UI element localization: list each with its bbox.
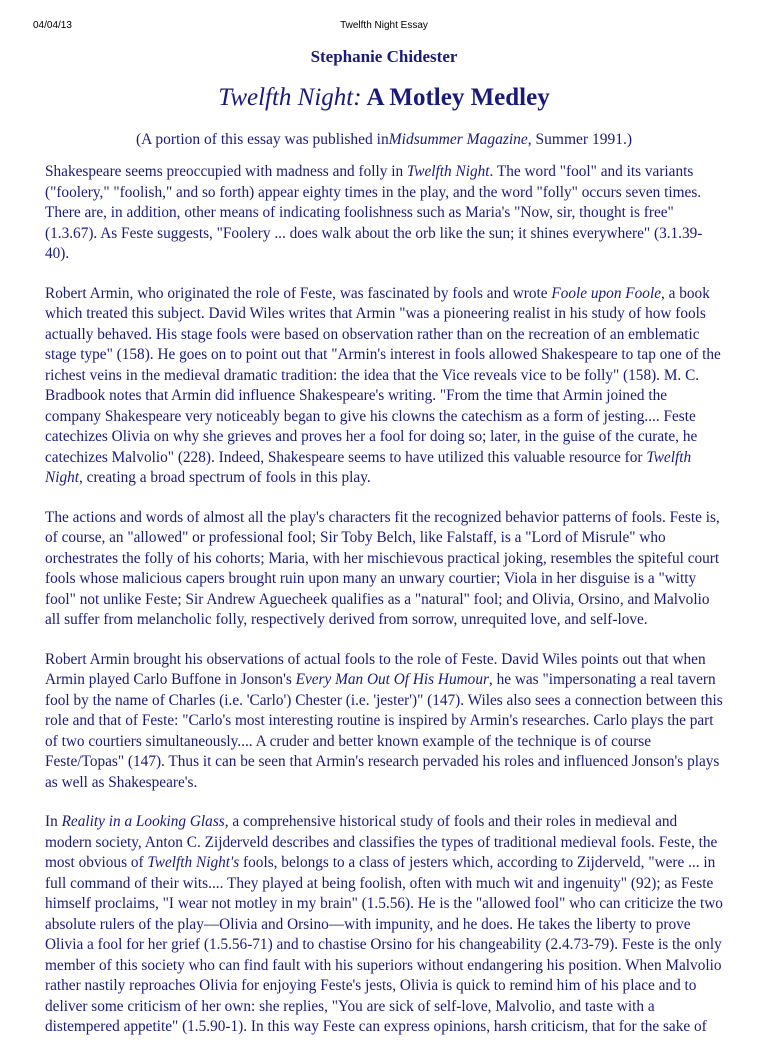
- text: The actions and words of almost all the play's characters fit the recognized behavior patterns of fools. Feste is, of course, an "allowed" or professional fool; Sir Toby Belch, like Falstaff, is a "Lord of Misrule" who orchestrates the folly of his cohorts; Maria, with her mischievous practical joking, resembles the spiteful court fools whose malicious capers brought ruin upon many an unwary courtier; Viola in her disguise is a "witty fool" not unlike Feste; Sir Andrew Aguecheek qualifies as a "natural" fool; and Olivia, Orsino, and Malvolio all suffer from melancholic folly, respectively derived from sorrow, unrequited love, and self-love.: [45, 508, 720, 628]
- text: . The word "fool" and its variants ("foolery," "foolish," and so forth) appear eighty times in the play, and the word "folly" occurs seven times. There are, in addition, other means of indicating foolishness such as Maria's "Now, sir, thought is free" (1.3.67). As Feste suggests, "Foolery ... does walk about the orb like the sun; it shines everywhere" (3.1.39-40).: [45, 163, 703, 262]
- text: , he was "impersonating a real tavern fool by the name of Charles (i.e. 'Carlo') Chester (i.e. 'jester')" (147). Wiles also sees a connection between this role and that of Feste: "Carlo's most interesting routine is inspired by Armin's researches. Carlo plays the part of two courtiers simultaneously.... A cruder and better known example of the technique is of course Feste/Topas" (147). Thus it can be seen that Armin's research pervaded his roles and influenced Jonson's plays as well as Shakespeare's.: [45, 671, 723, 791]
- paragraph-5: [45, 812, 723, 1038]
- note-publication: Midsummer Magazine: [388, 131, 528, 148]
- italic-title: Twelfth Night: [45, 448, 692, 486]
- author-name: Stephanie Chidester: [310, 47, 458, 66]
- publication-note: [0, 131, 768, 149]
- essay-body: [45, 162, 723, 1057]
- text: In: [45, 813, 62, 830]
- note-after: , Summer 1991.): [527, 131, 632, 148]
- italic-title: Every Man Out Of His Humour: [295, 671, 489, 688]
- print-header: [0, 20, 768, 34]
- print-page-title: Twelfth Night Essay: [340, 20, 428, 31]
- text: Robert Armin brought his observations of actual fools to the role of Feste. David Wiles points out that when Armin played Carlo Buffone in Jonson's: [45, 650, 706, 688]
- text: , creating a broad spectrum of fools in this play.: [79, 469, 371, 486]
- text: fools, belongs to a class of jesters which, according to Zijderveld, "were ... in full command of their wits.... They played at being foolish, often with much wit and ingenuity" (92); as Feste himself proclaims, "I wear not motley in my brain" (1.5.56). He is the "allowed fool" who can criticize the two absolute rulers of the play—Olivia and Orsino—with impunity, and he does. He takes the liberty to prove Olivia a fool for her grief (1.5.56-71) and to chastise Orsino for his changeability (2.4.73-79). Feste is the only member of this society who can find fault with his superiors without endangering his position. When Malvolio rather nastily reproaches Olivia for enjoying Feste's jests, Olivia is quick to remind him of his place and to deliver some criticism of her own: she replies, "You are sick of self-love, Malvolio, and taste with a distempered appetite" (1.5.90-1). In this way Feste can express opinions, harsh criticism, that for the sake of: [45, 854, 723, 1035]
- italic-title: Twelfth Night: [406, 163, 490, 180]
- paragraph-3: [45, 508, 723, 631]
- paragraph-1: [45, 162, 723, 265]
- italic-title: Reality in a Looking Glass: [61, 813, 225, 830]
- text: , a book which treated this subject. David Wiles writes that Armin "was a pioneering realist in his study of how fools actually behaved. His stage fools were based on observation rather than on the recreation of an emblematic stage type" (158). He goes on to point out that "Armin's interest in fools allowed Shakespeare to tap one of the richest veins in the medieval dramatic tradition: the idea that the Vice reveals vice to be folly" (158). M. C. Bradbook notes that Armin did influence Shakespeare's writing. "From the time that Armin joined the company Shakespeare very noticeably began to give his clowns the catechism as a form of jesting.... Feste catechizes Olivia on why she grieves and proves her a fool for doing so; later, in the guise of the curate, he catechizes Malvolio" (228). Indeed, Shakespeare seems to have utilized this valuable resource for: [45, 284, 721, 466]
- text: , a comprehensive historical study of fools and their roles in medieval and modern society, Anton C. Zijderveld describes and classifies the types of traditional medieval fools. Feste, the most obvious of: [45, 813, 718, 871]
- paragraph-4: [45, 650, 723, 794]
- italic-title: Foole upon Foole: [551, 284, 661, 302]
- essay-title: [0, 84, 768, 112]
- title-rest: A Motley Medley: [361, 84, 550, 111]
- print-date: 04/04/13: [33, 20, 72, 31]
- text: Robert Armin, who originated the role of Feste, was fascinated by fools and wrote: [45, 284, 552, 302]
- italic-title: Twelfth Night's: [147, 854, 240, 871]
- paragraph-2: [45, 284, 723, 489]
- title-italic: Twelfth Night:: [218, 84, 362, 111]
- text: Shakespeare seems preoccupied with madness and folly in: [45, 163, 407, 180]
- note-before: (A portion of this essay was published in: [136, 131, 389, 148]
